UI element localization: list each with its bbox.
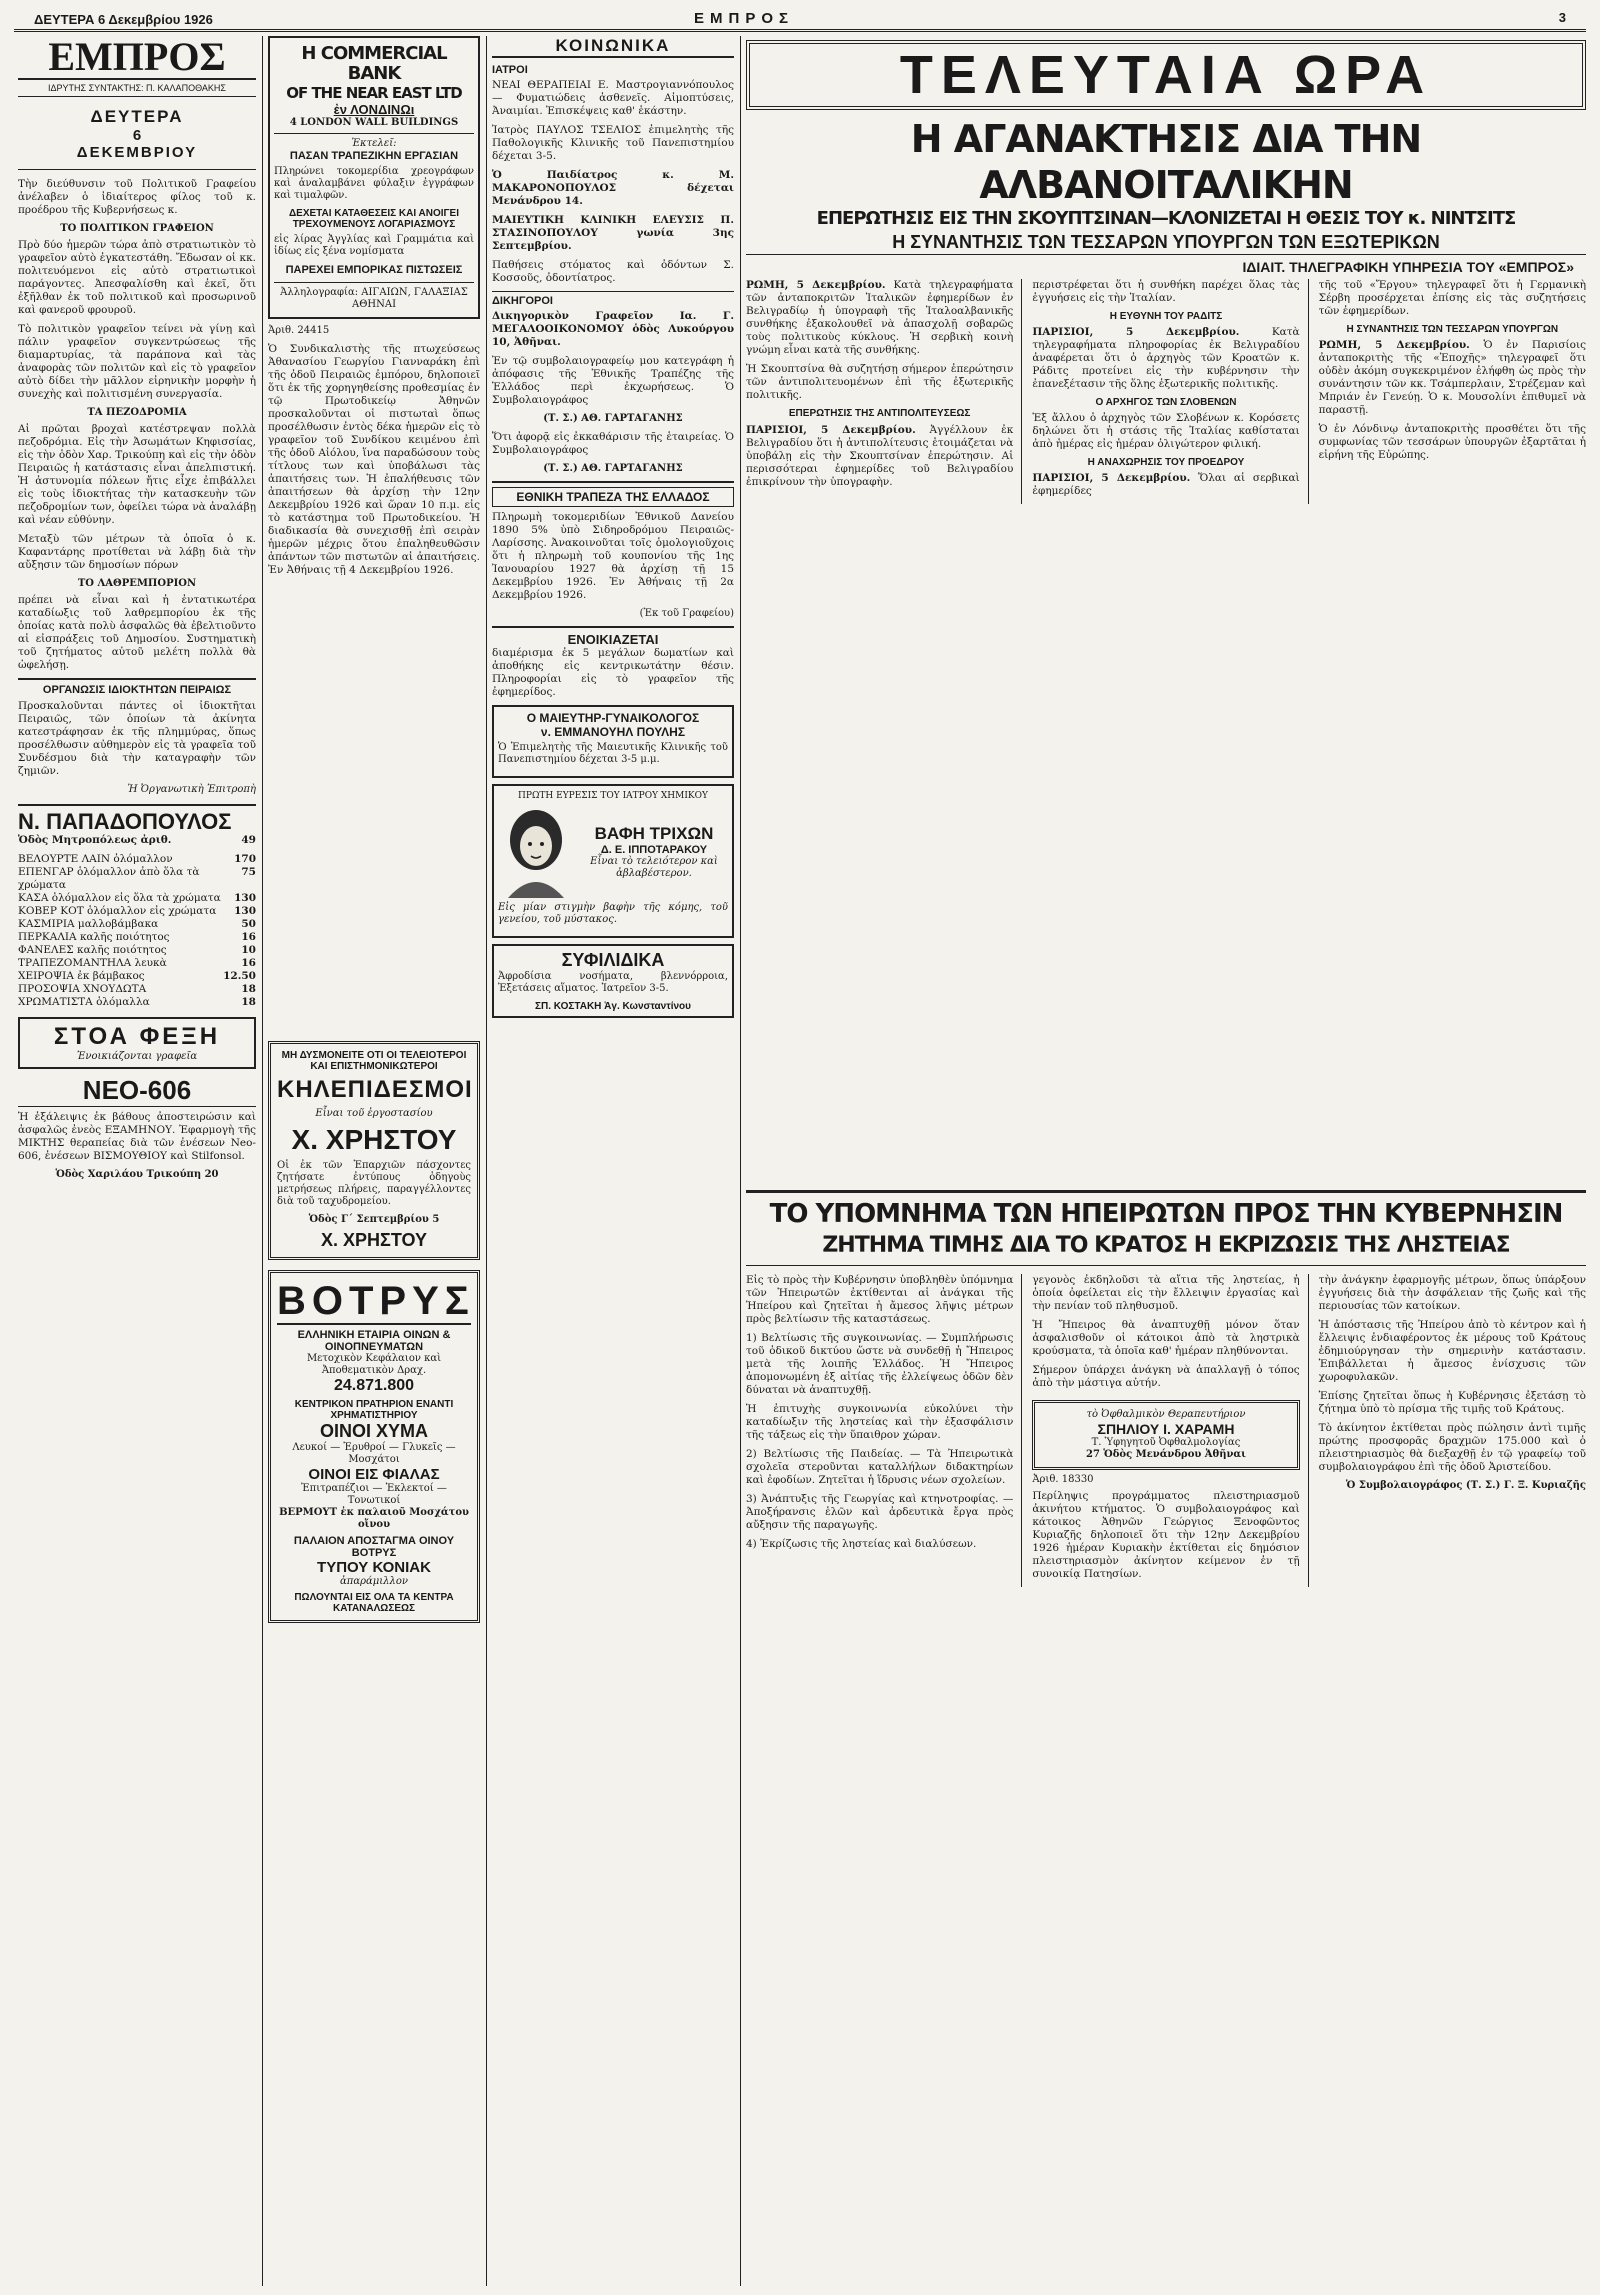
obstetrician-ad xyxy=(492,705,734,778)
president-report-text: Ὅλαι αἱ σερβικαὶ ἐφημερίδες xyxy=(1032,472,1300,497)
neo-title: ΝΕΟ-606 xyxy=(18,1075,256,1107)
auction-signature: Ὁ Συμβολαιογράφος (Τ. Σ.) Γ. Ξ. Κυριαζῆς xyxy=(1346,1480,1586,1491)
smuggling-text: πρέπει νὰ εἶναι καὶ ἡ ἐντατικωτέρα καταδίωξις τοῦ λαθρεμπορίου ἐκ τῆς ὁποίας κατὰ πολὺ ἀσφαλῶς θὰ ἐβελτιοῦντο αἱ εἰσπράξεις τοῦ Δημοσίου. Συστηματικὴ τοῦ ζητήματος αὐτοῦ μελέτη πολλὰ θὰ ὠφελήσῃ. xyxy=(18,594,256,671)
hernia-address: Ὁδὸς Γ΄ Σεπτεμβρίου 5 xyxy=(308,1214,440,1225)
news-col-2 xyxy=(1032,279,1308,504)
london-report: Ὁ ἐν Λόνδινῳ ἀνταποκριτὴς προσθέτει ὅτι τῆς συμφωνίας τῶν τεσσάρων ὑπουργῶν ἐξαρτᾶται ἡ εἰρήνη τῆς Εὐρώπης. xyxy=(1318,423,1586,461)
epirus-memorandum-section xyxy=(746,1190,1586,2286)
price-row xyxy=(18,905,256,918)
column-2 xyxy=(268,36,480,2286)
political-office-text-2: Πρὸ δύο ἡμερῶν τώρα ἀπὸ στρατιωτικὸν τὸ γραφεῖον αὐτὸ ἐγκατεστάθη. Ἔδωσαν οἱ κκ. πολιτευόμενοι εἰς αὐτὸ στρατιωτικοὶ παράγοντες. Ἀπεσφαλίσθη καὶ ἐκεῖ, ὅτι ἐξῆλθαν ἐκ τοῦ πολιτικοῦ καὶ προσωρινοῦ καὶ φανεροῦ φρουροῦ. xyxy=(18,239,256,316)
bank-city: ἐν ΛΟΝΔΙΝΩι xyxy=(333,102,415,117)
eye-clinic-address: 27 Ὁδὸς Μενάνδρου Ἀθῆναι xyxy=(1086,1449,1246,1460)
hair-dye-top: ΠΡΩΤΗ ΕΥΡΕΣΙΣ ΤΟΥ ΙΑΤΡΟΥ ΧΗΜΙΚΟΥ xyxy=(518,791,708,801)
sidewalks-text: Αἱ πρῶται βροχαὶ κατέστρεψαν πολλὰ πεζοδρόμια. Εἰς τὴν Ἀσωμάτων Κηφισσίας, εἰς τὴν ὁδὸν Χαρ. Τρικούπη καὶ εἰς τὴν ὁδὸν Πειραιῶς ἡ κατάστασις εἶναι ἀπελπιστική. Ἡ ἀστυνομία πόλεων ἤτις εἶχε ἐπιβάλλει εἰς τοὺς ἰδιοκτήτας τὴν κατασκευὴν τῶν πεζοδρομίων των, ὀφείλει τώρα νὰ ἀναλάβῃ καὶ νέαν εὐθύνην. xyxy=(18,423,256,526)
memorandum-measures: τὴν ἀνάγκην ἐφαρμογῆς μέτρων, ὅπως ὑπάρξουν ἐγγυήσεις διὰ τὴν ἀσφάλειαν τῆς ζωῆς καὶ τῆς περιουσίας τῶν κατοίκων. xyxy=(1318,1274,1586,1312)
lawyer-1: Δικηγορικὸν Γραφεῖον Ια. Γ. ΜΕΓΑΛΟΟΙΚΟΝΟΜΟΥ ὁδὸς Λυκούργου 10, Ἀθῆναι. xyxy=(492,310,734,348)
botrys-amount: 24.871.800 xyxy=(333,1377,415,1394)
notary-signature-1: (Τ. Σ.) ΑΘ. ΓΑΡΤΑΓΑΝΗΣ xyxy=(543,413,683,424)
raditch-report-text: Κατὰ τηλεγραφήματα πληροφορίας ἐκ Βελιγραδίου ἀναφέρεται ὅτι ὁ ἀρχηγὸς τῶν Κροατῶν κ. Ράδιτς προτείνει εἰς τὴν κυβέρνησιν τὴν ἐπανεξέτασιν τῆς ὅλης ἐξωτερικῆς πολιτικῆς. xyxy=(1032,326,1300,390)
lawyers-heading: ΔΙΚΗΓΟΡΟΙ xyxy=(492,291,734,307)
price-list xyxy=(18,853,256,1009)
issue-month: ΔΕΚΕΜΒΡΙΟΥ xyxy=(18,144,256,170)
for-rent-text: διαμέρισμα ἐκ 5 μεγάλων δωματίων καὶ ἀποθήκης εἰς κεντρικωτάτην θέσιν. Πληροφορίαι εἰς τὸ γραφεῖον τῆς ἐφημερίδος. xyxy=(492,647,734,698)
headline-tertiary: Η ΣΥΝΑΝΤΗΣΙΣ ΤΩΝ ΤΕΣΣΑΡΩΝ ΥΠΟΥΡΓΩΝ ΤΩΝ ΕΞΩΤΕΡΙΚΩΝ xyxy=(746,230,1586,255)
price-row xyxy=(18,918,256,931)
price-item: ΚΟΒΕΡ ΚΟΤ ὁλόμαλλον εἰς χρώματα xyxy=(18,905,217,917)
social-title: ΚΟΙΝΩΝΙΚΑ xyxy=(492,36,734,58)
neo-text: Ἡ ἐξάλειψις ἐκ βάθους ἀποστειρώσιν καὶ ἀσφαλῶς ἐνεὸς ΕΞΑΜΗΝΟΥ. Ἐφαρμογὴ τῆς ΜΙΚΤΗΣ θεραπείας διὰ τῶν ἐνέσεων Neo-606, ἐνέσεων ΒΙΣΜΟΥΘΙΟΥ καὶ Stilfonsol. xyxy=(18,1111,256,1162)
news-col-1 xyxy=(746,279,1022,504)
banner-title: ΤΕΛΕΥΤΑΙΑ ΩΡΑ xyxy=(899,45,1433,105)
price-item: ΧΡΩΜΑΤΙΣΤΑ ὁλόμαλλα xyxy=(18,996,150,1008)
memorandum-columns xyxy=(746,1274,1586,1587)
hernia-intro: ΜΗ ΔΥΣΜΟΝΕΙΤΕ ΟΤΙ ΟΙ ΤΕΛΕΙΟΤΕΡΟΙ ΚΑΙ ΕΠΙΣΤΗΜΟΝΙΚΩΤΕΡΟΙ xyxy=(281,1050,467,1072)
sidewalks-heading: ΤΑ ΠΕΖΟΔΡΟΜΙΑ xyxy=(87,407,187,418)
syphilis-title: ΣΥΦΙΛΙΔΙΚΑ xyxy=(561,950,665,970)
price-value: 130 xyxy=(234,905,256,917)
hernia-maker-2: Χ. ΧΡΗΣΤΟΥ xyxy=(321,1230,427,1250)
syphilis-text: Ἀφροδίσια νοσήματα, βλεννόρροια, Ἐξετάσεις αἵματος. Ἰατρεῖον 3-5. xyxy=(498,971,728,994)
shop-title: Ν. ΠΑΠΑΔΟΠΟΥΛΟΣ xyxy=(18,809,232,834)
doctor-1: ΝΕΑΙ ΘΕΡΑΠΕΙΑΙ Ε. Μαστρογιαννόπουλος — Φυματιώδεις ἀσθενεῖς. Αἱμοπτύσεις, Ἀναιμίαι. Ἐπισκέψεις καθ' ἑκάστην. xyxy=(492,79,734,117)
header-page-number: 3 xyxy=(1558,10,1566,25)
syphilis-doctor: ΣΠ. ΚΟΣΤΑΚΗ Ἁγ. Κωνσταντίνου xyxy=(535,1001,691,1012)
telegraph-service: ΙΔΙΑΙΤ. ΤΗΛΕΓΡΑΦΙΚΗ ΥΠΗΡΕΣΙΑ ΤΟΥ «ΕΜΠΡΟΣ» xyxy=(1242,259,1574,275)
political-office-heading: ΤΟ ΠΟΛΙΤΙΚΟΝ ΓΡΑΦΕΙΟΝ xyxy=(60,223,214,234)
obstetrician-name: ν. ΕΜΜΑΝΟΥΗΛ ΠΟΥΛΗΣ xyxy=(540,725,686,739)
stoa-title: ΣΤΟΑ ΦΕΞΗ xyxy=(53,1023,221,1050)
memorandum-brigandage: 4) Ἐκρίζωσις τῆς ληστείας καὶ διαλύσεων. xyxy=(746,1538,977,1550)
rome-dateline: ΡΩΜΗ, 5 Δεκεμβρίου. xyxy=(746,279,886,291)
bank-address: 4 LONDON WALL BUILDINGS xyxy=(274,117,474,134)
obstetrician-title: Ο ΜΑΙΕΥΤΗΡ-ΓΥΝΑΙΚΟΛΟΓΟΣ xyxy=(526,711,700,725)
page-header xyxy=(14,10,1586,32)
botrys-sale: ΠΩΛΟΥΝΤΑΙ ΕΙΣ ΟΛΑ ΤΑ ΚΕΝΤΡΑ ΚΑΤΑΝΑΛΩΣΕΩΣ xyxy=(294,1592,454,1614)
price-item: ΦΑΝΕΛΕΣ καλῆς ποιότητος xyxy=(18,944,167,956)
hair-dye-maker: Δ. Ε. ΙΠΠΟΤΑΡΑΚΟΥ xyxy=(600,844,708,856)
bank-services: ΠΑΣΑΝ ΤΡΑΠΕΖΙΚΗΝ ΕΡΓΑΣΙΑΝ xyxy=(289,150,459,162)
skupstina-report: Ἡ Σκουπτσίνα θὰ συζητήσῃ σήμερον ἐπερώτησιν τῶν ἀντιπολιτευομένων ἐπὶ τῆς ἐξωτερικῆς πολιτικῆς. xyxy=(746,363,1014,401)
botrys-capital: Μετοχικὸν Κεφάλαιον καὶ Ἀποθεματικὸν Δραχ. xyxy=(306,1353,442,1376)
botrys-bulk-wine: ΟΙΝΟΙ ΧΥΜΑ xyxy=(319,1421,428,1441)
memorandum-agriculture: 3) Ἀνάπτυξις τῆς Γεωργίας καὶ κτηνοτροφίας. — Ἀποξήρανσις ἑλῶν καὶ ἀρδευτικὰ ἔργα πρὸς αὔξησιν τῆς παραγωγῆς. xyxy=(746,1493,1014,1531)
raditch-report xyxy=(1032,326,1299,391)
doctor-4: ΜΑΙΕΥΤΙΚΗ ΚΛΙΝΙΚΗ ΕΛΕΥΣΙΣ Π. ΣΤΑΣΙΝΟΠΟΥΛΟΥ γωνία 3ης Σεπτεμβρίου. xyxy=(492,214,734,252)
eye-clinic-sub: Τ. Ὑφηγητοῦ Ὀφθαλμολογίας xyxy=(1091,1437,1241,1448)
hair-dye-body xyxy=(498,806,728,898)
bank-correspondence: Ἀλληλογραφία: ΑΙΓΑΙΩΝ, ΓΑΛΑΞΙΑΣ ΑΘΗΝΑΙ xyxy=(274,282,474,311)
memorandum-transport-2: Ἡ ἐπιτυχὴς συγκοινωνία εὐκολύνει τὴν καταδίωξιν τῆς ληστείας καὶ τὴν ἐξασφάλισιν τῆς τάξεως εἰς τὴν ὕπαιθρον χώραν. xyxy=(746,1403,1014,1441)
owners-notice-title: ΟΡΓΑΝΩΣΙΣ ΙΔΙΟΚΤΗΤΩΝ ΠΕΙΡΑΙΩΣ xyxy=(42,684,232,696)
memorandum-transport: 1) Βελτίωσις τῆς συγκοινωνίας. — Συμπλήρωσις τοῦ ὁδικοῦ δικτύου ὥστε νὰ συνδεθῇ ἡ Ἤπειρος μετὰ τῆς λοιπῆς Ἑλλάδος. Ἡ Ἤπειρος ἀπομονωμένη ἐξ αἰτίας τῆς ἐλλείψεως ὁδῶν δὲν δύναται νὰ ἀναπτυχθῇ. xyxy=(746,1332,1014,1396)
memorandum-development: Ἡ Ἤπειρος θὰ ἀναπτυχθῇ μόνον ὅταν ἀσφαλισθοῦν οἱ κάτοικοι ἀπὸ τὰ ληστρικὰ κρούσματα, τὰ ὁποῖα καθ' ἡμέραν πληθύνονται. xyxy=(1032,1319,1300,1357)
ministers-report-text: Ὁ ἐν Παρισίοις ἀνταποκριτὴς τῆς «Ἐποχῆς» τηλεγραφεῖ ὅτι οὐδὲν ἀκόμη συγκεκριμένον ἐλήφθη ὡς πρὸς τὴν συνάντησιν τῶν κκ. Τσάμπερλαιν, Στρέζεμαν καὶ Μπριάν ἐν Γενεύῃ. Ὁ κ. Μουσολίνι ἐπιθυμεῖ νὰ παραστῇ. xyxy=(1318,339,1586,416)
botrys-types: Λευκοί — Ἐρυθροί — Γλυκεῖς — Μοσχάτοι xyxy=(292,1442,456,1465)
bank-text: Πληρώνει τοκομερίδια χρεογράφων καὶ ἀναλαμβάνει φύλαξιν ἐγγράφων καὶ τιμαλφῶν. xyxy=(274,166,474,201)
slovene-report: Ἐξ ἄλλου ὁ ἀρχηγὸς τῶν Σλοβένων κ. Κορόσετς δηλώνει ὅτι ἡ στάσις τῆς Ἰταλίας καθίσταται ἀπὸ ἡμέρας εἰς ἡμέραν ὀλιγώτερον φιλική. xyxy=(1032,412,1300,450)
bank-credit: ΠΑΡΕΧΕΙ ΕΜΠΟΡΙΚΑΣ ΠΙΣΤΩΣΕΙΣ xyxy=(285,264,463,276)
hair-dye-slogan: Εἰς μίαν στιγμὴν βαφὴν τῆς κόμης, τοῦ γενείου, τοῦ μύστακος. xyxy=(498,902,728,925)
eye-clinic-line: τὸ Ὀφθαλμικὸν Θεραπευτήριον xyxy=(1086,1409,1246,1420)
price-row xyxy=(18,931,256,944)
column-rule-1 xyxy=(262,36,263,2286)
eye-clinic-doctor: ΣΠΗΛΙΟΥ Ι. ΧΑΡΑΜΗ xyxy=(1097,1421,1235,1437)
hernia-title: ΚΗΛΕΠΙΔΕΣΜΟΙ xyxy=(277,1076,473,1103)
column-rule-2 xyxy=(486,36,487,2286)
botrys-store: ΚΕΝΤΡΙΚΟΝ ΠΡΑΤΗΡΙΟΝ ΕΝΑΝΤΙ ΧΡΗΜΑΤΙΣΤΗΡΙΟΥ xyxy=(294,1399,454,1421)
raditch-heading: Η ΕΥΘΥΝΗ ΤΟΥ ΡΑΔΙΤΣ xyxy=(1109,311,1223,322)
notary-signature-2: (Τ. Σ.) ΑΘ. ΓΑΡΤΑΓΑΝΗΣ xyxy=(543,463,683,474)
price-row xyxy=(18,996,256,1009)
price-value: 75 xyxy=(241,866,256,878)
editor-line: ΙΔΡΥΤΗΣ ΣΥΝΤΑΚΤΗΣ: Π. ΚΑΛΑΠΟΘΑΚΗΣ xyxy=(18,80,256,97)
political-office-text-3: Τὸ πολιτικὸν γραφεῖον τείνει νὰ γίνῃ καὶ πάλιν γραφεῖον συγκεντρώσεως τῆς διαμαρτυρίας, τὰ παράπονα καὶ τὰς ἀναφορὰς τῶν πολιτῶν καὶ εἰς τὸ γραφεῖον αὐτὸ δίδει τὴν μᾶλλον εἰρηνικὴν μορφὴν ἡ συνεχὴς καὶ πολιτισμένη συνεργασία. xyxy=(18,323,256,400)
paris-dateline-3: ΠΑΡΙΣΙΟΙ, 5 Δεκεμβρίου. xyxy=(1032,472,1191,484)
national-bank-notice xyxy=(492,481,734,620)
ministers-heading: Η ΣΥΝΑΝΤΗΣΙΣ ΤΩΝ ΤΕΣΣΑΡΩΝ ΥΠΟΥΡΓΩΝ xyxy=(1346,324,1559,335)
headline-main: Η ΑΓΑΝΑΚΤΗΣΙΣ ΔΙΑ ΤΗΝ ΑΛΒΑΝΟΙΤΑΛΙΚΗΝ xyxy=(910,117,1422,207)
price-row xyxy=(18,970,256,983)
price-row xyxy=(18,892,256,905)
memorandum-need: Σήμερον ὑπάρχει ἀνάγκη νὰ ἀπαλλαγῇ ὁ τόπος ἀπὸ τὴν μάστιγα αὐτήν. xyxy=(1032,1364,1300,1389)
doctors-heading: ΙΑΤΡΟΙ xyxy=(492,64,528,76)
hernia-maker: Χ. ΧΡΗΣΤΟΥ xyxy=(291,1124,457,1155)
eye-clinic-ad xyxy=(1032,1400,1299,1470)
price-item: ΚΑΣΜΙΡΙΑ μαλλοβάμβακα xyxy=(18,918,159,930)
botrys-ad xyxy=(268,1270,480,1623)
commercial-bank-ad xyxy=(268,36,480,319)
price-value: 18 xyxy=(241,996,256,1008)
doctor-3: Ὁ Παιδίατρος κ. Μ. ΜΑΚΑΡΟΝΟΠΟΥΛΟΣ δέχεται Μενάνδρου 14. xyxy=(492,169,734,207)
hernia-ad xyxy=(268,1041,480,1260)
smuggling-heading: ΤΟ ΛΑΘΡΕΜΠΟΡΙΟΝ xyxy=(77,578,197,589)
column-1 xyxy=(18,36,256,2286)
botrys-cognac: ΤΥΠΟΥ ΚΟΝΙΑΚ xyxy=(317,1559,431,1576)
memorandum-causes: γεγονὸς ἐκδηλοῦσι τὰ αἴτια τῆς ληστείας, ἡ ὁποία ὀφείλεται εἰς τὴν ἔλλειψιν ἐργασίας καὶ τὴν πενίαν τοῦ πληθυσμοῦ. xyxy=(1032,1274,1300,1312)
stoa-subtitle: Ἐνοικιάζονται γραφεῖα xyxy=(76,1051,198,1062)
price-item: ΒΕΛΟΥΡΤΕ ΛΑΙΝ ὁλόμαλλον xyxy=(18,853,173,865)
bank-number: Ἀριθ. 24415 xyxy=(268,325,330,336)
bankruptcy-notice: Ὁ Συνδικαλιστὴς τῆς πτωχεύσεως Ἀθανασίου Γεωργίου Γιανναράκη ἐπὶ τῆς ὁδοῦ Πειραιῶς ἐμπόρου, δηλοποιεῖ ὅτι ἐκ τῆς χορηγηθείσης προθεσμίας ἐν τῷ Πρωτοδικείῳ Ἀθηνῶν προσκαλοῦνται οἱ πιστωταὶ ὅπως προσέλθωσιν ἐντὸς δέκα ἡμερῶν εἰς τὸ γραφεῖον τοῦ Συνδίκου κειμένου ἐπὶ τῆς ὁδοῦ Αἰόλου, ἵνα παραδώσουν τοὺς τίτλους των καὶ ὑποβάλωσι τὰς ἀπαιτήσεις των. Ἡ ἐπαλήθευσις τῶν ἀπαιτήσεων θὰ ἀρχίσῃ τὴν 12ην Δεκεμβρίου 1926 καὶ ὥραν 10 π.μ. εἰς τὸ κατάστημα τοῦ Πρωτοδικείου. Ἡ διαδικασία θὰ συνεχισθῇ ἐπὶ σειρὰν ἡμερῶν μέχρις ὅτου ἐπαληθευθῶσιν ἁπάντων τῶν πιστωτῶν αἱ ἀπαιτήσεις. Ἐν Ἀθήναις τῇ 4 Δεκεμβρίου 1926. xyxy=(268,343,480,576)
memorandum-col-2 xyxy=(1032,1274,1308,1587)
botrys-vermouth: ΒΕΡΜΟΥΤ ἐκ παλαιοῦ Μοσχάτου οἴνου xyxy=(279,1507,469,1530)
memorandum-title: ΤΟ ΥΠΟΜΝΗΜΑ ΤΩΝ ΗΠΕΙΡΩΤΩΝ ΠΡΟΣ ΤΗΝ ΚΥΒΕΡΝΗΣΙΝ xyxy=(769,1199,1563,1229)
national-bank-title: ΕΘΝΙΚΗ ΤΡΑΠΕΖΑ ΤΗΣ ΕΛΛΑΔΟΣ xyxy=(492,487,734,507)
president-heading: Η ΑΝΑΧΩΡΗΣΙΣ ΤΟΥ ΠΡΟΕΔΡΟΥ xyxy=(1087,457,1245,468)
auction-notice: Περίληψις προγράμματος πλειστηριασμοῦ ἀκινήτου κτήματος. Ὁ συμβολαιογράφος καὶ κάτοικος Ἀθηνῶν Γεώργιος Ξενοφῶντος Κυριαζῆς δηλοποιεῖ ὅτι τὴν 12ην Δεκεμβρίου 1926 ἡμέραν Κυριακὴν ἐκτίθεται εἰς δημόσιον πλειστηριασμὸν ἀκίνητον κείμενον ἐν τῇ συνοικίᾳ Πατησίων. xyxy=(1032,1490,1300,1580)
price-value: 12.50 xyxy=(223,970,256,982)
memorandum-education: 2) Βελτίωσις τῆς Παιδείας. — Τὰ Ἠπειρωτικὰ σχολεῖα στεροῦνται καταλλήλων διδακτηρίων καὶ ἐφοδίων. Ζητεῖται ἡ ἵδρυσις νέων σχολείων. xyxy=(746,1448,1014,1486)
price-row xyxy=(18,853,256,866)
notary-text-1: Ἐν τῷ συμβολαιογραφείῳ μου κατεγράφη ἡ ἀπόφασις τῆς Ἐθνικῆς Τραπέζης τῆς Ἑλλάδος περὶ ἐκχωρήσεως. Ὁ Συμβολαιογράφος xyxy=(492,355,734,406)
price-row xyxy=(18,944,256,957)
price-value: 50 xyxy=(241,918,256,930)
hernia-text: Οἱ ἐκ τῶν Ἐπαρχιῶν πάσχοντες ζητήσατε ἐντύπους ὁδηγοὺς μετρήσεως πλήρεις, παραγγέλλοντες διὰ τοῦ ταχυδρομείου. xyxy=(277,1160,471,1207)
memorandum-honor: Ἐπίσης ζητεῖται ὅπως ἡ Κυβέρνησις ἐξετάσῃ τὸ ζήτημα ὑπὸ τὸ πρίσμα τῆς τιμῆς τοῦ Κράτους. xyxy=(1318,1390,1586,1415)
price-row xyxy=(18,957,256,970)
doctor-2: Ἰατρὸς ΠΑΥΛΟΣ ΤΣΕΛΙΟΣ ἐπιμελητὴς τῆς Παθολογικῆς Κλινικῆς τοῦ Πανεπιστημίου δέχεται 3-5. xyxy=(492,124,734,162)
stoa-ad xyxy=(18,1017,256,1069)
price-value: 170 xyxy=(234,853,256,865)
news-columns xyxy=(746,279,1586,504)
botrys-note: ἀπαράμιλλον xyxy=(340,1576,408,1587)
for-rent-ad xyxy=(492,626,734,699)
bank-subtitle: OF THE NEAR EAST LTD xyxy=(286,84,462,102)
opposition-report-text: Ἀγγέλλουν ἐκ Βελιγραδίου ὅτι ἡ ἀντιπολίτευσις ἑτοιμάζεται νὰ ὑποβάλῃ εἰς τὴν Σκουπτσίναν ἐπερώτησιν. Αἱ περισσότεραι ἐφημερίδες τοῦ Βελιγραδίου ἐπικρίνουν τὴν ὑπογραφὴν. xyxy=(746,424,1014,488)
price-row xyxy=(18,866,256,892)
papadopoulos-ad xyxy=(18,804,256,1009)
price-item: ΧΕΙΡΟΨΙΑ ἐκ βάμβακος xyxy=(18,970,145,982)
owners-association-notice xyxy=(18,678,256,796)
headline-secondary: ΕΠΕΡΩΤΗΣΙΣ ΕΙΣ ΤΗΝ ΣΚΟΥΠΤΣΙΝΑΝ—ΚΛΟΝΙΖΕΤΑΙ Η ΘΕΣΙΣ ΤΟΥ κ. ΝΙΝΤΣΙΤΣ xyxy=(816,208,1516,229)
issue-date-number: 6 xyxy=(132,127,142,144)
last-hour-banner xyxy=(746,40,1586,110)
shop-address-number: 49 xyxy=(241,834,256,846)
opposition-heading: ΕΠΕΡΩΤΗΣΙΣ ΤΗΣ ΑΝΤΙΠΟΛΙΤΕΥΣΕΩΣ xyxy=(788,408,971,419)
price-item: ΚΑΣΑ ὁλόμαλλον εἰς ὅλα τὰ χρώματα xyxy=(18,892,221,904)
botrys-bottled: ΟΙΝΟΙ ΕΙΣ ΦΙΑΛΑΣ xyxy=(308,1466,440,1483)
woman-portrait-illustration xyxy=(498,806,574,898)
obstetrician-text: Ὁ Ἐπιμελητὴς τῆς Μαιευτικῆς Κλινικῆς τοῦ Πανεπιστημίου δέχεται 3-5 μ.μ. xyxy=(498,742,728,765)
masthead: ΕΜΠΡΟΣ xyxy=(18,36,256,80)
hair-dye-text: Εἶναι τὸ τελειότερον καὶ ἀβλαβέστερον. xyxy=(590,856,718,879)
memorandum-subtitle: ΖΗΤΗΜΑ ΤΙΜΗΣ ΔΙΑ ΤΟ ΚΡΑΤΟΣ Η ΕΚΡΙΖΩΣΙΣ ΤΗΣ ΛΗΣΤΕΙΑΣ xyxy=(746,1231,1586,1266)
bank-executes: Ἐκτελεῖ: xyxy=(351,138,397,149)
price-item: ΠΡΟΣΟΨΙΑ ΧΝΟΥΔΩΤΑ xyxy=(18,983,147,995)
owners-notice-text: Προσκαλοῦνται πάντες οἱ ἰδιοκτῆται Πειραιῶς, τῶν ὁποίων τὰ ἀκίνητα κατεστράφησαν ἐκ τῆς πλημμύρας, ὅπως προσέλθωσιν αὐθημερὸν εἰς τὰ γραφεῖα τοῦ Συνδέσμου διὰ τὴν καταγραφὴν τῶν ζημιῶν. xyxy=(18,700,256,777)
issue-day: ΔΕΥΤΕΡΑ xyxy=(90,107,184,126)
header-date: ΔΕΥΤΕΡΑ 6 Δεκεμβρίου 1926 xyxy=(34,12,213,27)
national-bank-text: Πληρωμὴ τοκομεριδίων Ἐθνικοῦ Δανείου 1890 5% ὑπὸ Σιδηροδρόμου Πειραιῶς-Λαρίσσης. Ἀνακοινοῦται τοῖς ὁμολογιοῦχοις ὅτι ἡ πληρωμὴ τοῦ κουπονίου τῆς 1ης Ἰανουαρίου 1927 θὰ ἀρχίσῃ τῇ 15 Δεκεμβρίου 1926. Ἐν Ἀθήναις τῇ 2α Δεκεμβρίου 1926. xyxy=(492,511,734,601)
hair-dye-title: ΒΑΦΗ ΤΡΙΧΩΝ xyxy=(594,824,714,843)
memorandum-col-3 xyxy=(1319,1274,1586,1587)
syphilis-ad xyxy=(492,944,734,1018)
header-paper-name: ΕΜΠΡΟΣ xyxy=(694,10,795,27)
news-col-3 xyxy=(1319,279,1586,504)
bank-name: Η COMMERCIAL BANK xyxy=(301,43,447,84)
shop-address xyxy=(18,834,256,847)
rome-dateline-2: ΡΩΜΗ, 5 Δεκεμβρίου. xyxy=(1318,339,1470,351)
botrys-types-2: Ἐπιτραπέζιοι — Ἐκλεκτοί — Τονωτικοί xyxy=(301,1483,447,1506)
price-item: ΕΠΕΝΓΑΡ ὁλόμαλλον ἀπὸ ὅλα τὰ χρώματα xyxy=(18,866,200,891)
auction-price: Τὸ ἀκίνητον ἐκτίθεται πρὸς πώλησιν ἀντὶ τιμῆς πρώτης προσφορᾶς δραχμῶν 175.000 καὶ ὁ πλειστηριασμὸς θὰ διεξαχθῇ ἐν τῷ γραφείῳ τοῦ συμβολαιογράφου ἐπὶ τῆς ὁδοῦ Ἀριστείδου. xyxy=(1318,1422,1586,1473)
memorandum-intro: Εἰς τὸ πρὸς τὴν Κυβέρνησιν ὑποβληθὲν ὑπόμνημα τῶν Ἠπειρωτῶν ἐκτίθενται αἱ ἀνάγκαι τῆς Ἠπείρου καὶ ζητεῖται ἡ ἄμεσος λῆψις μέτρων πρὸς βελτίωσιν τῆς καταστάσεως. xyxy=(746,1274,1014,1325)
for-rent-title: ΕΝΟΙΚΙΑΖΕΤΑΙ xyxy=(567,632,659,647)
price-value: 16 xyxy=(241,931,256,943)
bank-currencies: εἰς λίρας Ἀγγλίας καὶ Γραμμάτια καὶ ἰδίως εἰς ξένα νομίσματα xyxy=(274,234,474,257)
neo-606-ad xyxy=(18,1075,256,1181)
memorandum-distance: Ἡ ἀπόστασις τῆς Ἠπείρου ἀπὸ τὸ κέντρον καὶ ἡ ἔλλειψις ἐνδιαφέροντος ἐκ μέρους τοῦ Κράτους ἐδημιούργησαν τὴν σημερινὴν κατάστασιν. Ἐπιβάλλεται ἡ ἄμεσος ἐνίσχυσις τῶν χωροφυλακῶν. xyxy=(1318,1319,1586,1383)
notary-text-2: Ὅτι ἀφορᾷ εἰς ἐκκαθάρισιν τῆς ἑταιρείας. Ὁ Συμβολαιογράφος xyxy=(492,431,734,456)
botrys-subtitle: ΕΛΛΗΝΙΚΗ ΕΤΑΙΡΙΑ ΟΙΝΩΝ & ΟΙΝΟΠΝΕΥΜΑΤΩΝ xyxy=(297,1329,451,1353)
price-item: ΠΕΡΚΑΛΙΑ καλῆς ποιότητος xyxy=(18,931,170,943)
rome-report-text: Κατὰ τηλεγραφήματα τῶν ἀνταποκριτῶν Ἰταλικῶν ἐφημερίδων ἐν Βελιγραδίῳ ἡ ὑπογραφὴ τῆς Ἰταλοαλβανικῆς συνθήκης ἐξακολουθεῖ νὰ ἀπασχολῇ σοβαρῶς τοὺς πολιτικοὺς κύκλους. Ἡ σερβικὴ κοινὴ γνώμη εἶναι κατὰ τῆς συνθήκης. xyxy=(746,279,1014,356)
column-rule-3 xyxy=(740,36,741,2286)
slovene-heading: Ο ΑΡΧΗΓΟΣ ΤΩΝ ΣΛΟΒΕΝΩΝ xyxy=(1095,397,1237,408)
botrys-title: ΒΟΤΡΥΣ xyxy=(277,1279,475,1323)
political-office-text: Τὴν διεύθυνσιν τοῦ Πολιτικοῦ Γραφείου ἀνέλαβεν ὁ ἰδιαίτερος φίλος τοῦ κ. προέδρου τῆς Κυβερνήσεως κ. xyxy=(18,178,256,216)
rome-report xyxy=(746,279,1013,357)
ergon-report: τῆς τοῦ «Ἔργου» τηλεγραφεῖ ὅτι ἡ Γερμανικὴ Σέρβη προσέρχεται ἐπίσης εἰς τὰς συζητήσεις τῶν ἐφημερίδων. xyxy=(1318,279,1586,317)
botrys-distillate: ΠΑΛΑΙΟΝ ΑΠΟΣΤΑΓΜΑ ΟΙΝΟΥ ΒΟΤΡΥΣ xyxy=(293,1535,455,1559)
smuggling-intro: Μεταξὺ τῶν μέτρων τὰ ὁποῖα ὁ κ. Καφαντάρης προτίθεται νὰ λάβῃ διὰ τὴν αὔξησιν τῶν δημοσίων πόρων xyxy=(18,533,256,571)
price-row xyxy=(18,983,256,996)
ministers-report xyxy=(1319,339,1586,417)
guarantees-report: περιστρέφεται ὅτι ἡ συνθήκη παρέχει ὅλας τὰς ἐγγυήσεις εἰς τὴν Ἰταλίαν. xyxy=(1032,279,1300,304)
memorandum-col-1 xyxy=(746,1274,1022,1587)
neo-address: Ὁδὸς Χαριλάου Τρικούπη 20 xyxy=(55,1169,219,1180)
price-value: 16 xyxy=(241,957,256,969)
national-bank-signature: (Ἐκ τοῦ Γραφείου) xyxy=(639,608,734,619)
price-item: ΤΡΑΠΕΖΟΜΑΝΤΗΛΑ λευκὰ xyxy=(18,957,167,969)
owners-notice-signature: Ἡ Ὀργανωτικὴ Ἐπιτροπὴ xyxy=(127,784,256,795)
column-3 xyxy=(492,36,734,2286)
opposition-report xyxy=(746,424,1013,489)
doctor-5: Παθήσεις στόματος καὶ ὀδόντων Σ. Κοσσοῦς, ὀδοντίατρος. xyxy=(492,259,734,284)
hair-dye-ad xyxy=(492,784,734,938)
paris-dateline: ΠΑΡΙΣΙΟΙ, 5 Δεκεμβρίου. xyxy=(746,424,916,436)
paris-dateline-2: ΠΑΡΙΣΙΟΙ, 5 Δεκεμβρίου. xyxy=(1032,326,1240,338)
bank-deposits: ΔΕΧΕΤΑΙ ΚΑΤΑΘΕΣΕΙΣ ΚΑΙ ΑΝΟΙΓΕΙ ΤΡΕΧΟΥΜΕΝΟΥΣ ΛΟΓΑΡΙΑΣΜΟΥΣ xyxy=(288,208,460,230)
price-value: 10 xyxy=(241,944,256,956)
hernia-sub: Εἶναι τοῦ ἐργοστασίου xyxy=(315,1108,433,1119)
price-value: 18 xyxy=(241,983,256,995)
eye-clinic-number: Ἀριθ. 18330 xyxy=(1032,1474,1094,1485)
price-value: 130 xyxy=(234,892,256,904)
last-hour-section xyxy=(746,36,1586,1184)
president-report xyxy=(1032,472,1299,498)
shop-address-street: Ὁδὸς Μητροπόλεως ἀριθ. xyxy=(18,834,172,846)
